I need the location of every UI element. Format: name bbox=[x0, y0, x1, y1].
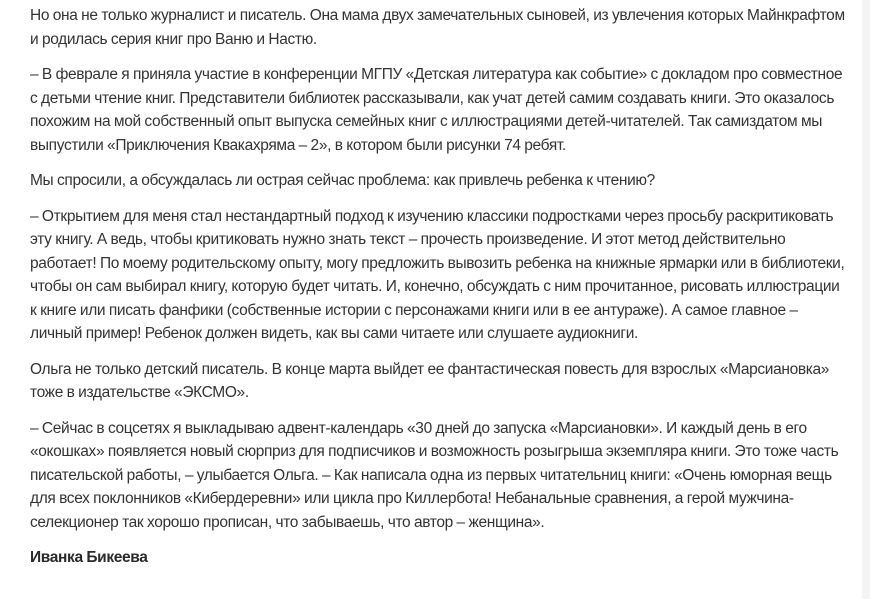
article-paragraph: Ольга не только детский писатель. В конце марта выйдет ее фантастическая повесть для взрослых «Марсиановка» тоже в издательстве «ЭКСМО». bbox=[30, 360, 830, 401]
article-body bbox=[30, 4, 845, 582]
article-paragraph: – Сейчас в соцсетях я выкладываю адвент-календарь «30 дней до запуска «Марсиановки». И каждый день в его «окошках» появляется новый сюрприз для подписчиков и возможность розыгрыша экземпляра книги. Это тоже часть писательской работы, – улыбается Ольга. – Как написала одна из первых читательниц книги: «Очень юморная вещь для всех поклонников «Кибердеревни» или цикла про Киллербота! Небанальные сравнения, а герой мужчина-селекционер так хорошо прописан, что забываешь, что автор – женщина». bbox=[30, 419, 839, 531]
article-paragraph: – В феврале я приняла участие в конференции МГПУ «Детская литература как событие» с докладом про совместное с детьми чтение книг. Представители библиотек рассказывали, как учат детей самим создавать книги. Это оказалось похожим на мой собственный опыт выпуска семейных книг с иллюстрациями детей-читателей. Так самиздатом мы выпустили «Приключения Квакахряма – 2», в котором были рисунки 74 ребят. bbox=[30, 66, 843, 154]
article-author: Иванка Бикеева bbox=[30, 549, 148, 566]
article-paragraph: Мы спросили, а обсуждалась ли острая сейчас проблема: как привлечь ребенка к чтению? bbox=[30, 172, 655, 189]
article-paragraph: – Открытием для меня стал нестандартный подход к изучению классики подростками через просьбу раскритиковать эту книгу. А ведь, чтобы критиковать нужно знать текст – прочесть произведение. И этот метод действительно работает! По моему родительскому опыту, могу предложить вывозить ребенка на книжные ярмарки или в библиотеки, чтобы он сам выбирал книгу, которую будет читать. И, конечно, обсуждать с ним прочитанное, рисовать иллюстрации к книге или писать фанфики (собственные истории с персонажами книги или в ее антураже). А самое главное – личный пример! Ребенок должен видеть, как вы сами читаете или слушаете аудиокниги. bbox=[30, 207, 845, 342]
scrollbar[interactable] bbox=[862, 0, 870, 599]
article-paragraph: Но она не только журналист и писатель. Она мама двух замечательных сыновей, из увлечения которых Майнкрафтом и родилась серия книг про Ваню и Настю. bbox=[30, 7, 845, 48]
